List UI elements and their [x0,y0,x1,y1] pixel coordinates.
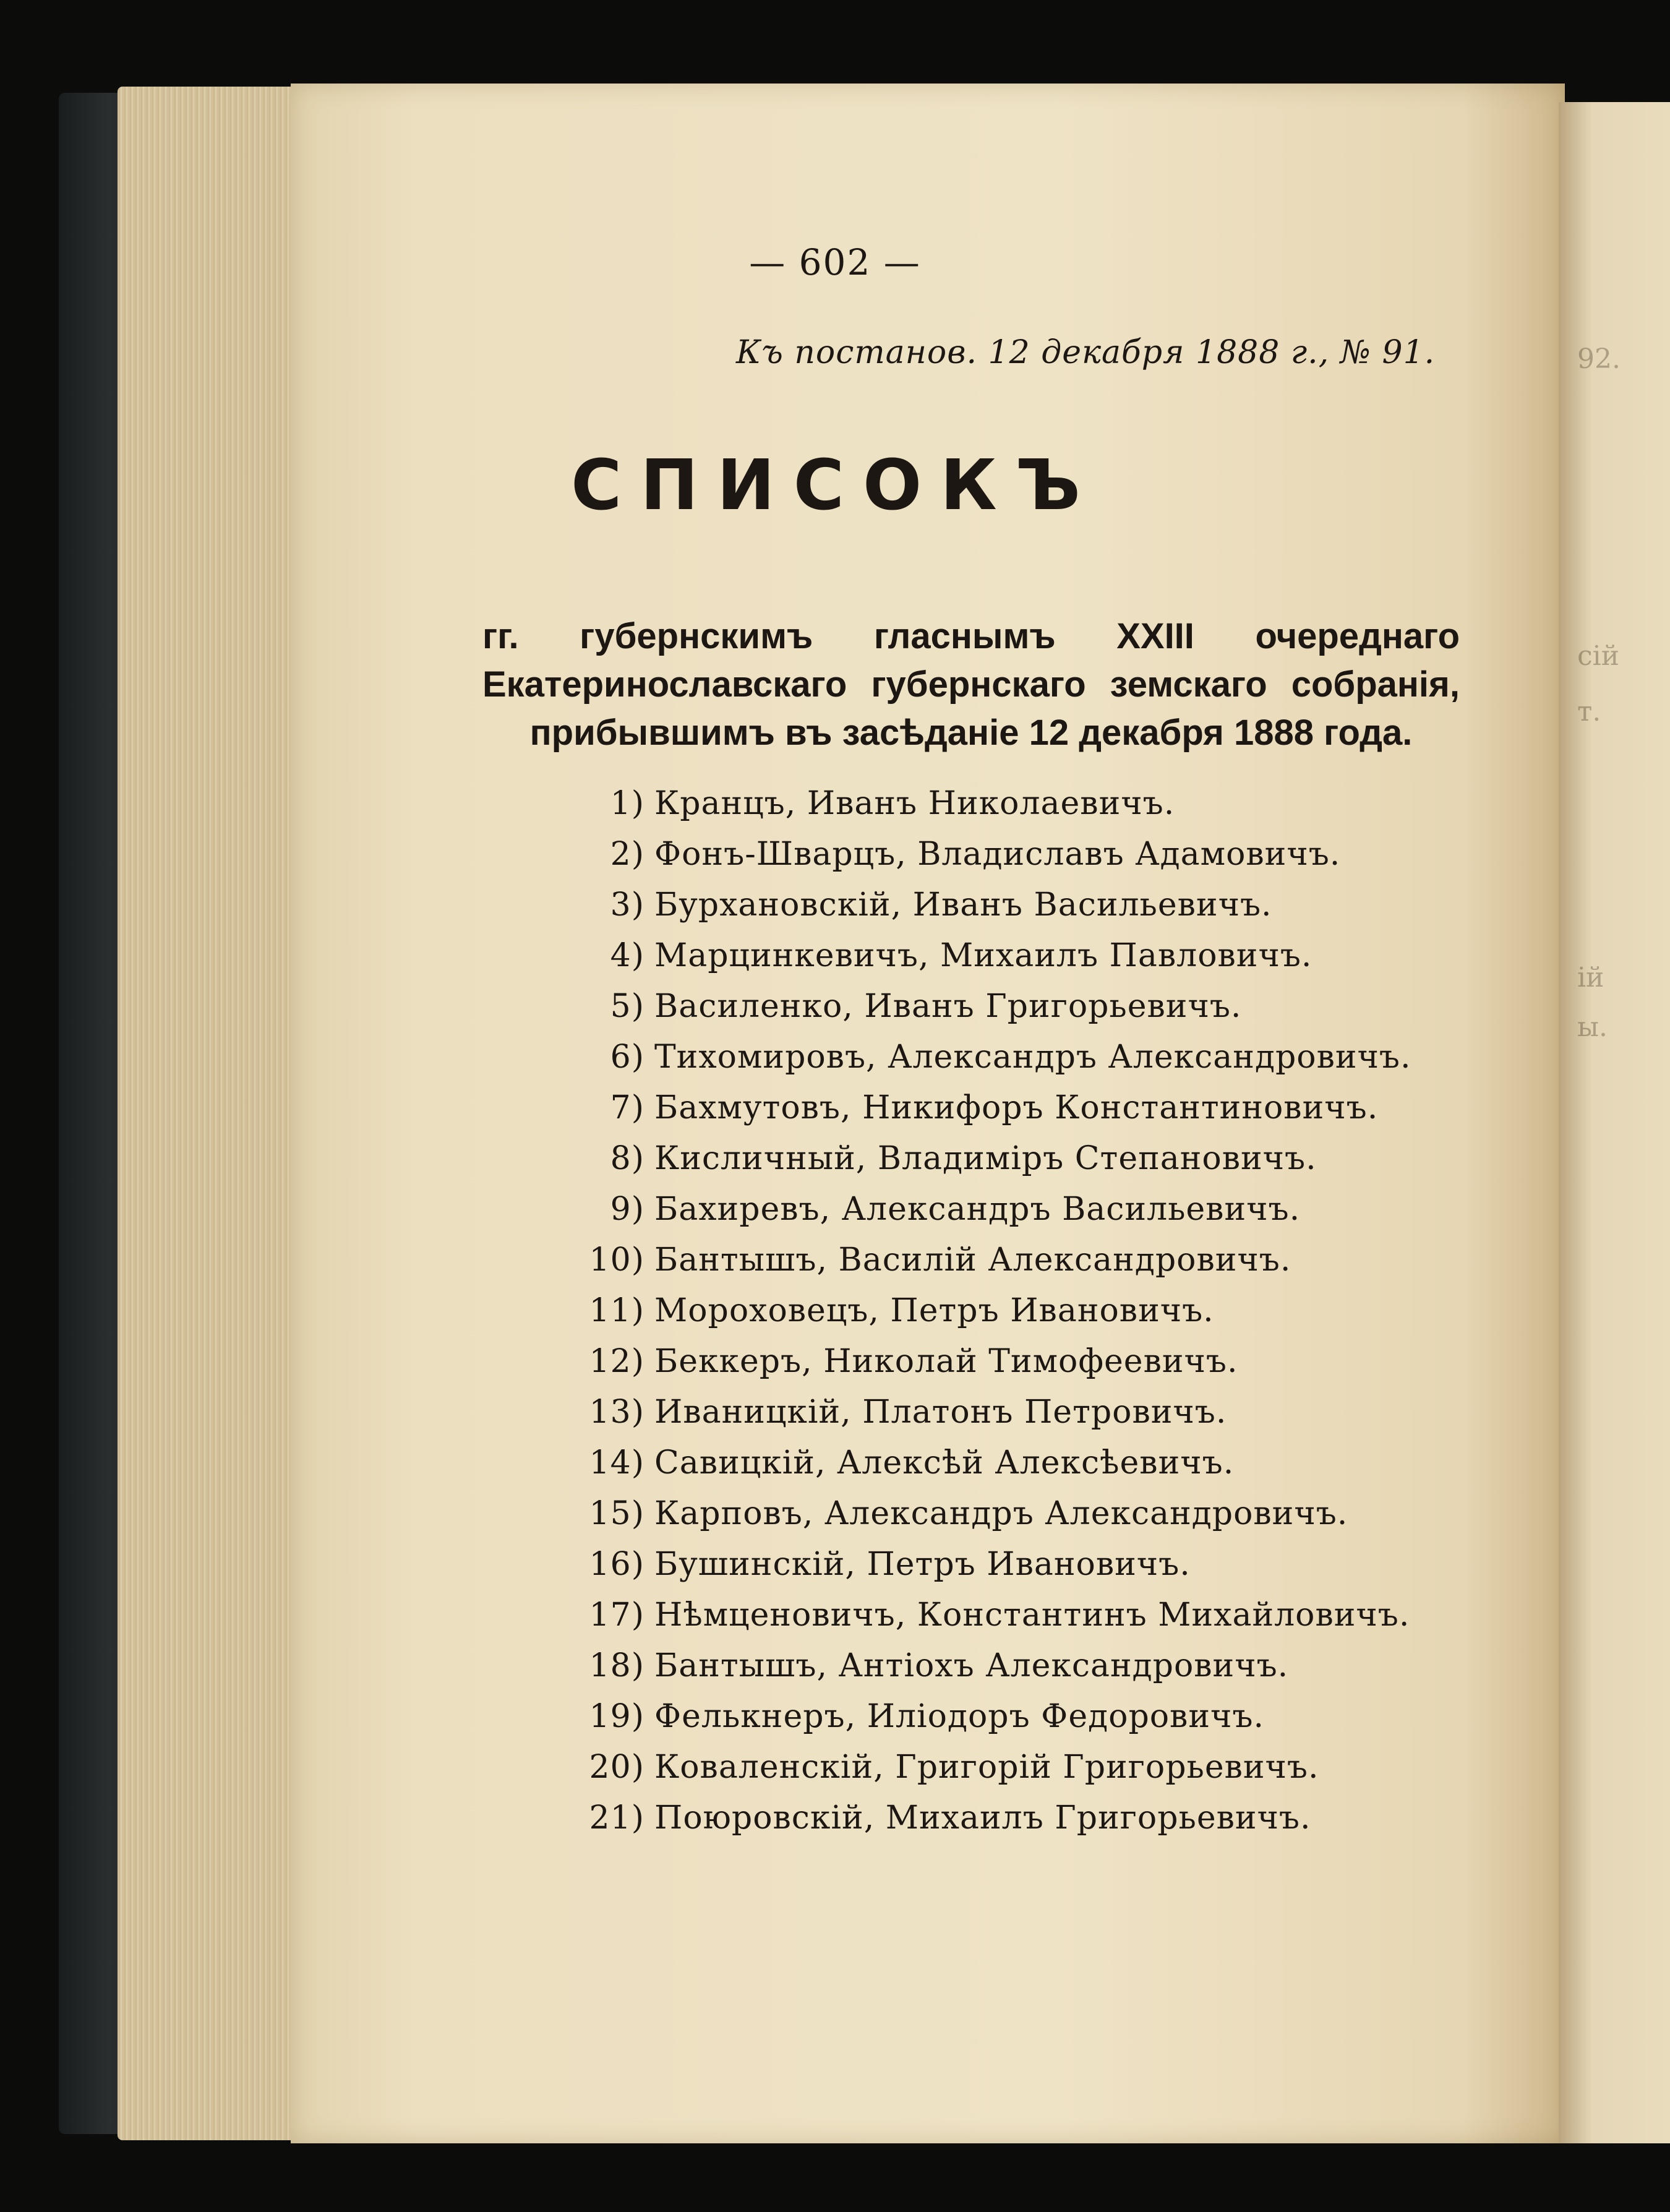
item-number: 1) [610,785,644,822]
list-item [575,1691,1411,1742]
list-item [575,1793,1411,1843]
list-item [575,1488,1411,1539]
list-item [575,1590,1411,1640]
member-name: Поюровскій, Михаилъ Григорьевичъ. [654,1799,1311,1837]
member-name: Мороховецъ, Петръ Ивановичъ. [654,1292,1214,1329]
member-name: Нѣмценовичъ, Константинъ Михайловичъ. [654,1597,1410,1634]
list-item [575,1438,1411,1488]
item-number: 2) [610,836,644,873]
item-number: 8) [610,1140,644,1177]
member-name: Беккеръ, Николай Тимофеевичъ. [654,1343,1238,1380]
member-name: Кранцъ, Иванъ Николаевичъ. [654,785,1175,822]
list-item [575,981,1411,1032]
member-name: Карповъ, Александръ Александровичъ. [654,1495,1348,1532]
list-item [575,1640,1411,1691]
item-number: 14) [589,1444,644,1481]
member-name: Фонъ-Шварцъ, Владиславъ Адамовичъ. [654,836,1341,873]
item-number: 15) [589,1495,644,1532]
item-number: 3) [610,886,644,924]
page-number: — 602 — [749,241,921,283]
list-item [575,1133,1411,1184]
item-number: 13) [589,1394,644,1431]
item-number: 17) [589,1597,644,1634]
list-item [575,1184,1411,1235]
item-number: 9) [610,1191,644,1228]
list-item [575,930,1411,981]
facing-page-fragment: ій [1577,962,1604,993]
item-number: 12) [589,1343,644,1380]
member-name: Коваленскій, Григорій Григорьевичъ. [654,1749,1319,1786]
facing-page-fragment: сій [1577,640,1620,672]
list-item [575,1032,1411,1082]
item-number: 10) [589,1241,644,1279]
member-name: Бантышъ, Василій Александровичъ. [654,1241,1291,1279]
list-item [575,1539,1411,1590]
members-list [575,778,1411,1843]
member-name: Василенко, Иванъ Григорьевичъ. [654,988,1242,1025]
member-name: Бахмутовъ, Никифоръ Константиновичъ. [654,1089,1379,1126]
item-number: 4) [610,937,644,974]
list-item [575,1285,1411,1336]
member-name: Кисличный, Владиміръ Степановичъ. [654,1140,1317,1177]
facing-page-fragment: 92. [1577,343,1621,375]
item-number: 18) [589,1647,644,1684]
resolution-reference: Къ постанов. 12 декабря 1888 г., № 91. [736,334,1436,371]
member-name: Бантышъ, Антіохъ Александровичъ. [654,1647,1289,1684]
member-name: Бурхановскій, Иванъ Васильевичъ. [654,886,1272,924]
member-name: Иваницкій, Платонъ Петровичъ. [654,1394,1227,1431]
list-item [575,1082,1411,1133]
item-number: 19) [589,1698,644,1735]
facing-page-fragment: ы. [1577,1011,1608,1043]
member-name: Бушинскій, Петръ Ивановичъ. [654,1546,1191,1583]
list-item [575,1387,1411,1438]
list-item [575,829,1411,880]
member-name: Фелькнеръ, Иліодоръ Федоровичъ. [654,1698,1264,1735]
list-item [575,1235,1411,1285]
item-number: 5) [610,988,644,1025]
document-title: СПИСОКЪ [571,445,1099,526]
list-item [575,880,1411,930]
item-number: 6) [610,1039,644,1076]
item-number: 11) [589,1292,644,1329]
item-number: 16) [589,1546,644,1583]
document-subtitle: гг. губернскимъ гласнымъ XXIII очереднаго Екатеринославскаго губернскаго земскаго собранія, прибывшимъ въ засѣданіе 12 декабря 1888 года. [482,616,1460,753]
facing-page-fragment: т. [1577,696,1601,727]
list-item [575,1742,1411,1793]
member-name: Бахиревъ, Александръ Васильевичъ. [654,1191,1301,1228]
list-item [575,1336,1411,1387]
list-item [575,778,1411,829]
member-name: Савицкій, Алексѣй Алексѣевичъ. [654,1444,1235,1481]
member-name: Марцинкевичъ, Михаилъ Павловичъ. [654,937,1312,974]
member-name: Тихомировъ, Александръ Александровичъ. [654,1039,1411,1076]
item-number: 21) [589,1799,644,1837]
item-number: 20) [589,1749,644,1786]
item-number: 7) [610,1089,644,1126]
